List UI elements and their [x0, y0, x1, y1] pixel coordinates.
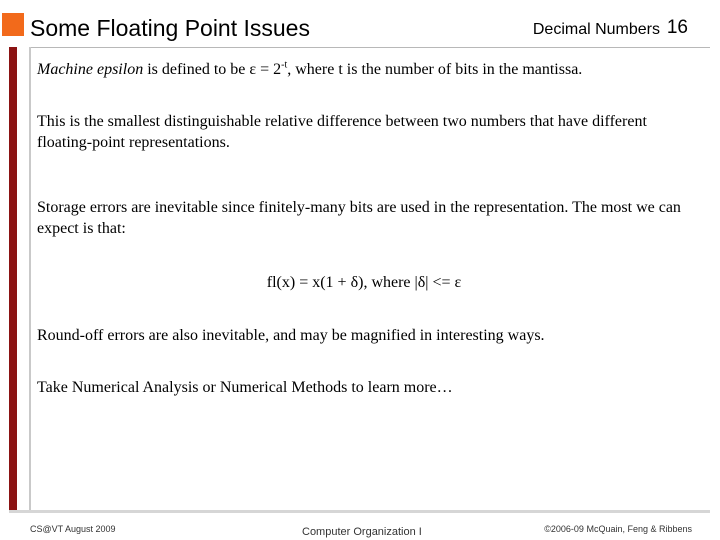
formula-fl-x: fl(x) = x(1 + δ), where |δ| <= ε: [266, 274, 462, 291]
term-machine-epsilon: Machine epsilon: [37, 61, 144, 78]
paragraph-smallest-difference: This is the smallest distinguishable relative difference between two numbers that have different floating-point representations.: [37, 113, 647, 151]
section-label: Decimal Numbers: [532, 21, 660, 38]
epsilon-exponent: -t: [281, 59, 288, 71]
page-number: 16: [666, 17, 688, 38]
paragraph-storage-errors: Storage errors are inevitable since finitely-many bits are used in the representation. The most we can expect is that:: [37, 199, 681, 237]
footer-center: Computer Organization I: [302, 526, 422, 538]
footer-left: CS@VT August 2009: [30, 524, 116, 534]
paragraph-machine-epsilon: [37, 59, 697, 80]
paragraph-learn-more: Take Numerical Analysis or Numerical Methods to learn more…: [37, 379, 453, 396]
paragraph-roundoff-errors: Round-off errors are also inevitable, and may be magnified in interesting ways.: [37, 327, 545, 344]
title-accent-square: [2, 13, 24, 36]
header-divider: [30, 47, 710, 48]
epsilon-definition-tail: , where t is the number of bits in the mantissa.: [287, 61, 583, 78]
slide-title: Some Floating Point Issues: [30, 15, 310, 41]
footer-right: ©2006-09 McQuain, Feng & Ribbens: [544, 524, 692, 534]
epsilon-definition-text: is defined to be ε = 2: [143, 61, 282, 78]
bottom-divider: [9, 510, 710, 513]
